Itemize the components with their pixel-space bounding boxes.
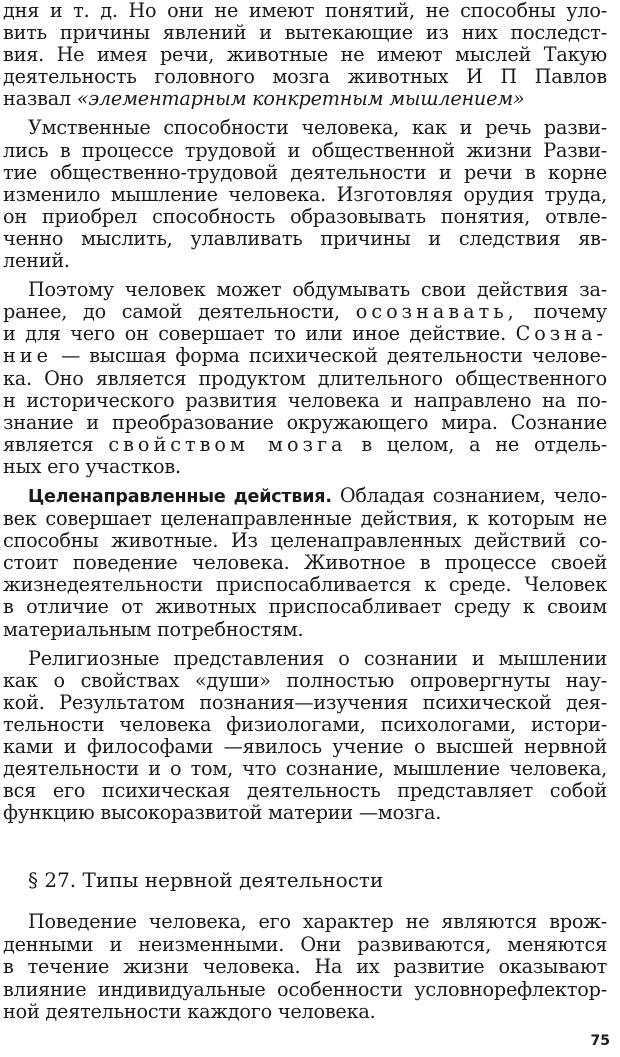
text-line: стоит поведение человека. Животное в процессе своей — [3, 551, 607, 575]
text-line: в течение жизни человека. На их развитие оказывают — [3, 955, 607, 979]
text-line: деятельности и о том, что сознание, мышление человека, — [3, 757, 607, 781]
section-heading: § 27. Типы нервной деятельности — [28, 868, 384, 892]
text-line: Поэтому человек может обдумывать свои действия за- — [28, 278, 607, 302]
text-line: тие общественно-трудовой деятельности и речи в корне — [3, 160, 607, 184]
paragraph-1 — [3, 0, 607, 110]
text-line: дня и т. д. Но они не имеют понятий, не способны уло- — [3, 0, 607, 22]
text-line: он приобрел способность образовывать понятия, отвле- — [3, 204, 607, 228]
text-line: век совершает целенаправленные действия, к которым не — [3, 507, 607, 531]
paragraph-4 — [3, 485, 607, 641]
text-line — [3, 301, 607, 323]
text-run: является — [3, 432, 109, 456]
text-line: как о свойствах «души» полностью опровергнуты нау- — [3, 668, 607, 692]
text-line: в отличие от животных приспосабливает среду к своим — [3, 595, 607, 619]
text-run: в целом, а не отдель- — [346, 432, 607, 456]
text-line: функцию высокоразвитой материи —мозга. — [3, 801, 442, 825]
text-line: вся его психическая деятельность представляет собой — [3, 779, 607, 803]
text-line: кой. Результатом познания—изучения психической дея- — [3, 690, 607, 714]
paragraph-3 — [3, 279, 607, 478]
section-body-text — [3, 911, 607, 1024]
text-line: изменило мышление человека. Изготовляя орудия труда, — [3, 182, 607, 206]
text-line — [3, 485, 607, 508]
text-line: ченно мыслить, улавливать причины и следствия яв- — [3, 226, 607, 250]
text-line: жизнедеятельности приспосабливается к среде. Человек — [3, 573, 607, 597]
text-line: Умственные способности человека, как и речь разви- — [28, 116, 607, 140]
text-run: почему — [517, 300, 607, 324]
text-line: знание и преобразование окружающего мира. Сознание — [3, 410, 607, 434]
text-line: ных его участков. — [3, 454, 181, 478]
text-run: — высшая форма психической деятельности челове- — [51, 344, 607, 368]
text-line: вия. Не имея речи, животные не имеют мыслей Такую — [3, 43, 607, 67]
bold-run-in-heading: Целенаправленные действия. — [28, 486, 332, 507]
text-line: лений. — [3, 249, 70, 273]
text-line: денными и неизменными. Они развиваются, меняются — [3, 932, 607, 956]
page-number: 75 — [590, 1033, 610, 1049]
italic-term: «элементарным конкретным мышлением» — [76, 87, 525, 111]
spaced-term: свойством мозга — [108, 432, 347, 456]
text-line: вить причины явлений и вытекающие из них последст- — [3, 21, 607, 45]
text-line: ной деятельности каждого человека. — [3, 1000, 376, 1024]
section-paragraph — [3, 911, 607, 1024]
text-run: Обладая сознанием, чело- — [331, 483, 607, 507]
text-line: ками и философами —явилось учение о высшей нервной — [3, 735, 607, 758]
text-line: деятельность головного мозга животных И П Павлов — [3, 65, 607, 89]
paragraph-5 — [3, 648, 607, 825]
spaced-term: ние — [3, 344, 52, 368]
text-line: влияние индивидуальные особенности условнорефлектор- — [3, 977, 607, 1001]
text-line: способны животные. Из целенаправленных действий со- — [3, 529, 607, 553]
text-line: тельности человека физиологами, психологами, истори- — [3, 712, 607, 736]
text-run: назвал — [3, 87, 77, 111]
text-line — [3, 345, 607, 367]
text-line — [3, 323, 607, 345]
spaced-term: Созна- — [515, 322, 607, 346]
text-run: и для чего он совершает то или иное действие. — [3, 322, 516, 346]
text-line: н исторического развития человека и направлено на по- — [3, 388, 607, 412]
spaced-term: осознавать, — [355, 300, 518, 324]
paragraph-2 — [3, 117, 607, 272]
body-text — [3, 0, 607, 824]
text-line — [3, 434, 607, 456]
text-line: Поведение человека, его характер не являются врож- — [28, 910, 607, 933]
text-line: материальным потребностям. — [3, 617, 304, 641]
text-line: Религиозные представления о сознании и мышлении — [28, 646, 607, 670]
text-line: лись в процессе трудовой и общественной жизни Разви- — [3, 138, 607, 162]
text-line: ка. Оно является продуктом длительного общественного — [3, 366, 607, 390]
text-line — [3, 88, 607, 110]
text-run: ранее, до самой деятельности, — [3, 300, 356, 324]
